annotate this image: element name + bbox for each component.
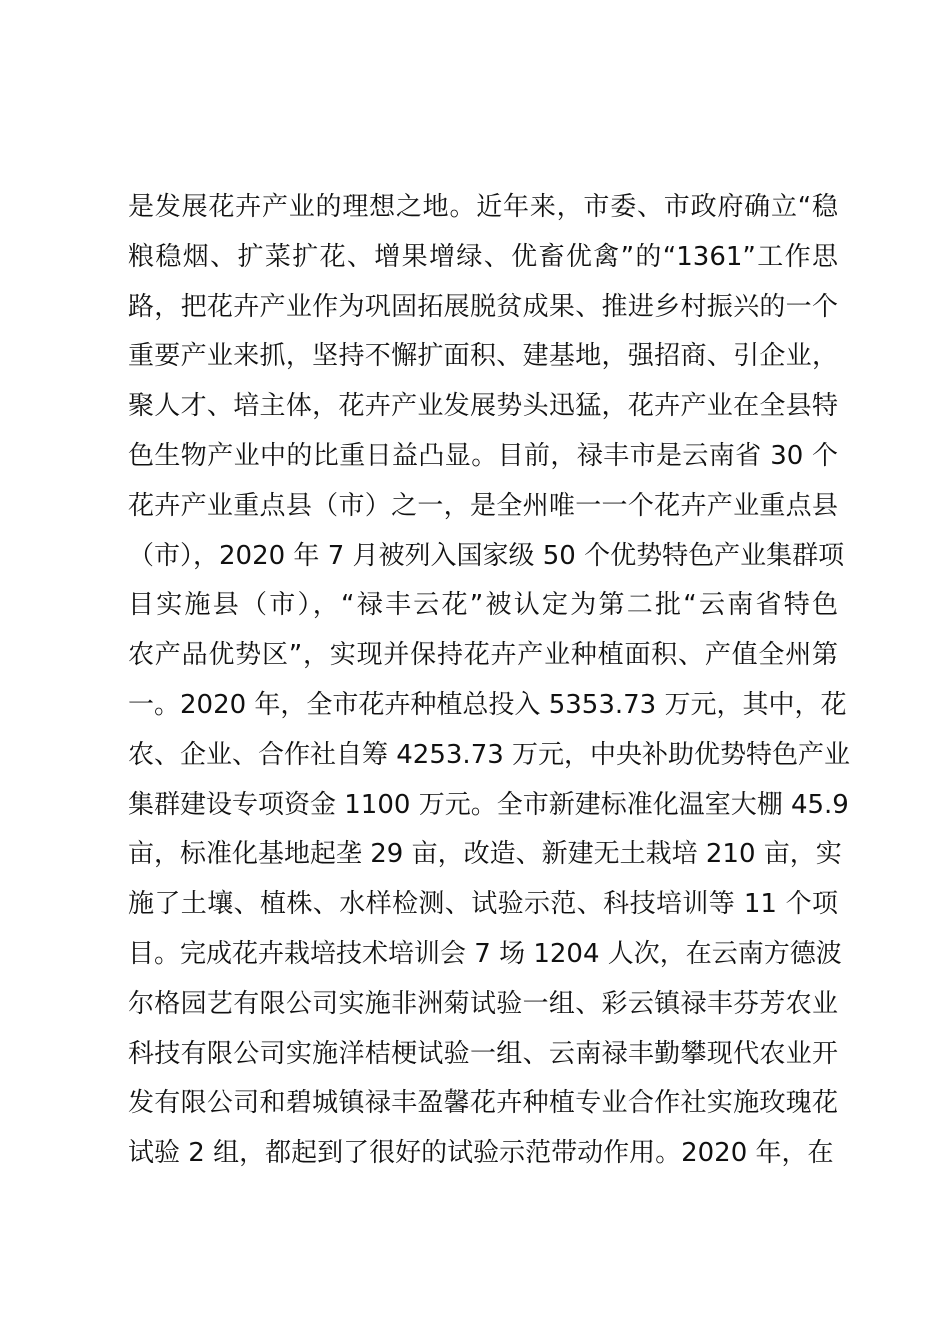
body-paragraph <box>128 183 851 1179</box>
text-line: 目实施县（市），“禄丰云花”被认定为第二批“云南省特色 <box>128 590 838 621</box>
text-line: 施了土壤、植株、水样检测、试验示范、科技培训等 11 个项 <box>128 889 838 920</box>
text-line: 花卉产业重点县（市）之一，是全州唯一一个花卉产业重点县 <box>128 490 838 521</box>
text-line: 路，把花卉产业作为巩固拓展脱贫成果、推进乡村振兴的一个 <box>128 291 838 322</box>
text-line: 色生物产业中的比重日益凸显。目前，禄丰市是云南省 30 个 <box>128 440 838 471</box>
text-line: 试验 2 组，都起到了很好的试验示范带动作用。2020 年，在 <box>128 1138 834 1169</box>
text-line: 亩，标准化基地起垄 29 亩，改造、新建无土栽培 210 亩，实 <box>128 839 842 870</box>
text-line: 发有限公司和碧城镇禄丰盈馨花卉种植专业合作社实施玫瑰花 <box>128 1088 838 1119</box>
text-line: 农产品优势区”，实现并保持花卉产业种植面积、产值全州第 <box>128 640 838 671</box>
text-line: 是发展花卉产业的理想之地。近年来，市委、市政府确立“稳 <box>128 192 838 222</box>
text-line: 粮稳烟、扩菜扩花、增果增绿、优畜优禽”的“1361”工作思 <box>128 241 838 272</box>
text-line: （市），2020 年 7 月被列入国家级 50 个优势特色产业集群项 <box>128 540 845 571</box>
text-line: 集群建设专项资金 1100 万元。全市新建标准化温室大棚 45.9 <box>128 789 849 820</box>
text-line: 聚人才、培主体，花卉产业发展势头迅猛，花卉产业在全县特 <box>128 391 838 422</box>
text-line: 尔格园艺有限公司实施非洲菊试验一组、彩云镇禄丰芬芳农业 <box>128 988 838 1019</box>
text-line: 科技有限公司实施洋桔梗试验一组、云南禄丰勤攀现代农业开 <box>128 1038 838 1069</box>
text-line: 一。2020 年，全市花卉种植总投入 5353.73 万元，其中，花 <box>128 689 847 720</box>
text-line: 目。完成花卉栽培技术培训会 7 场 1204 人次，在云南方德波 <box>128 938 842 969</box>
text-line: 农、企业、合作社自筹 4253.73 万元，中央补助优势特色产业 <box>128 739 851 770</box>
text-line: 重要产业来抓，坚持不懈扩面积、建基地，强招商、引企业， <box>128 341 838 372</box>
